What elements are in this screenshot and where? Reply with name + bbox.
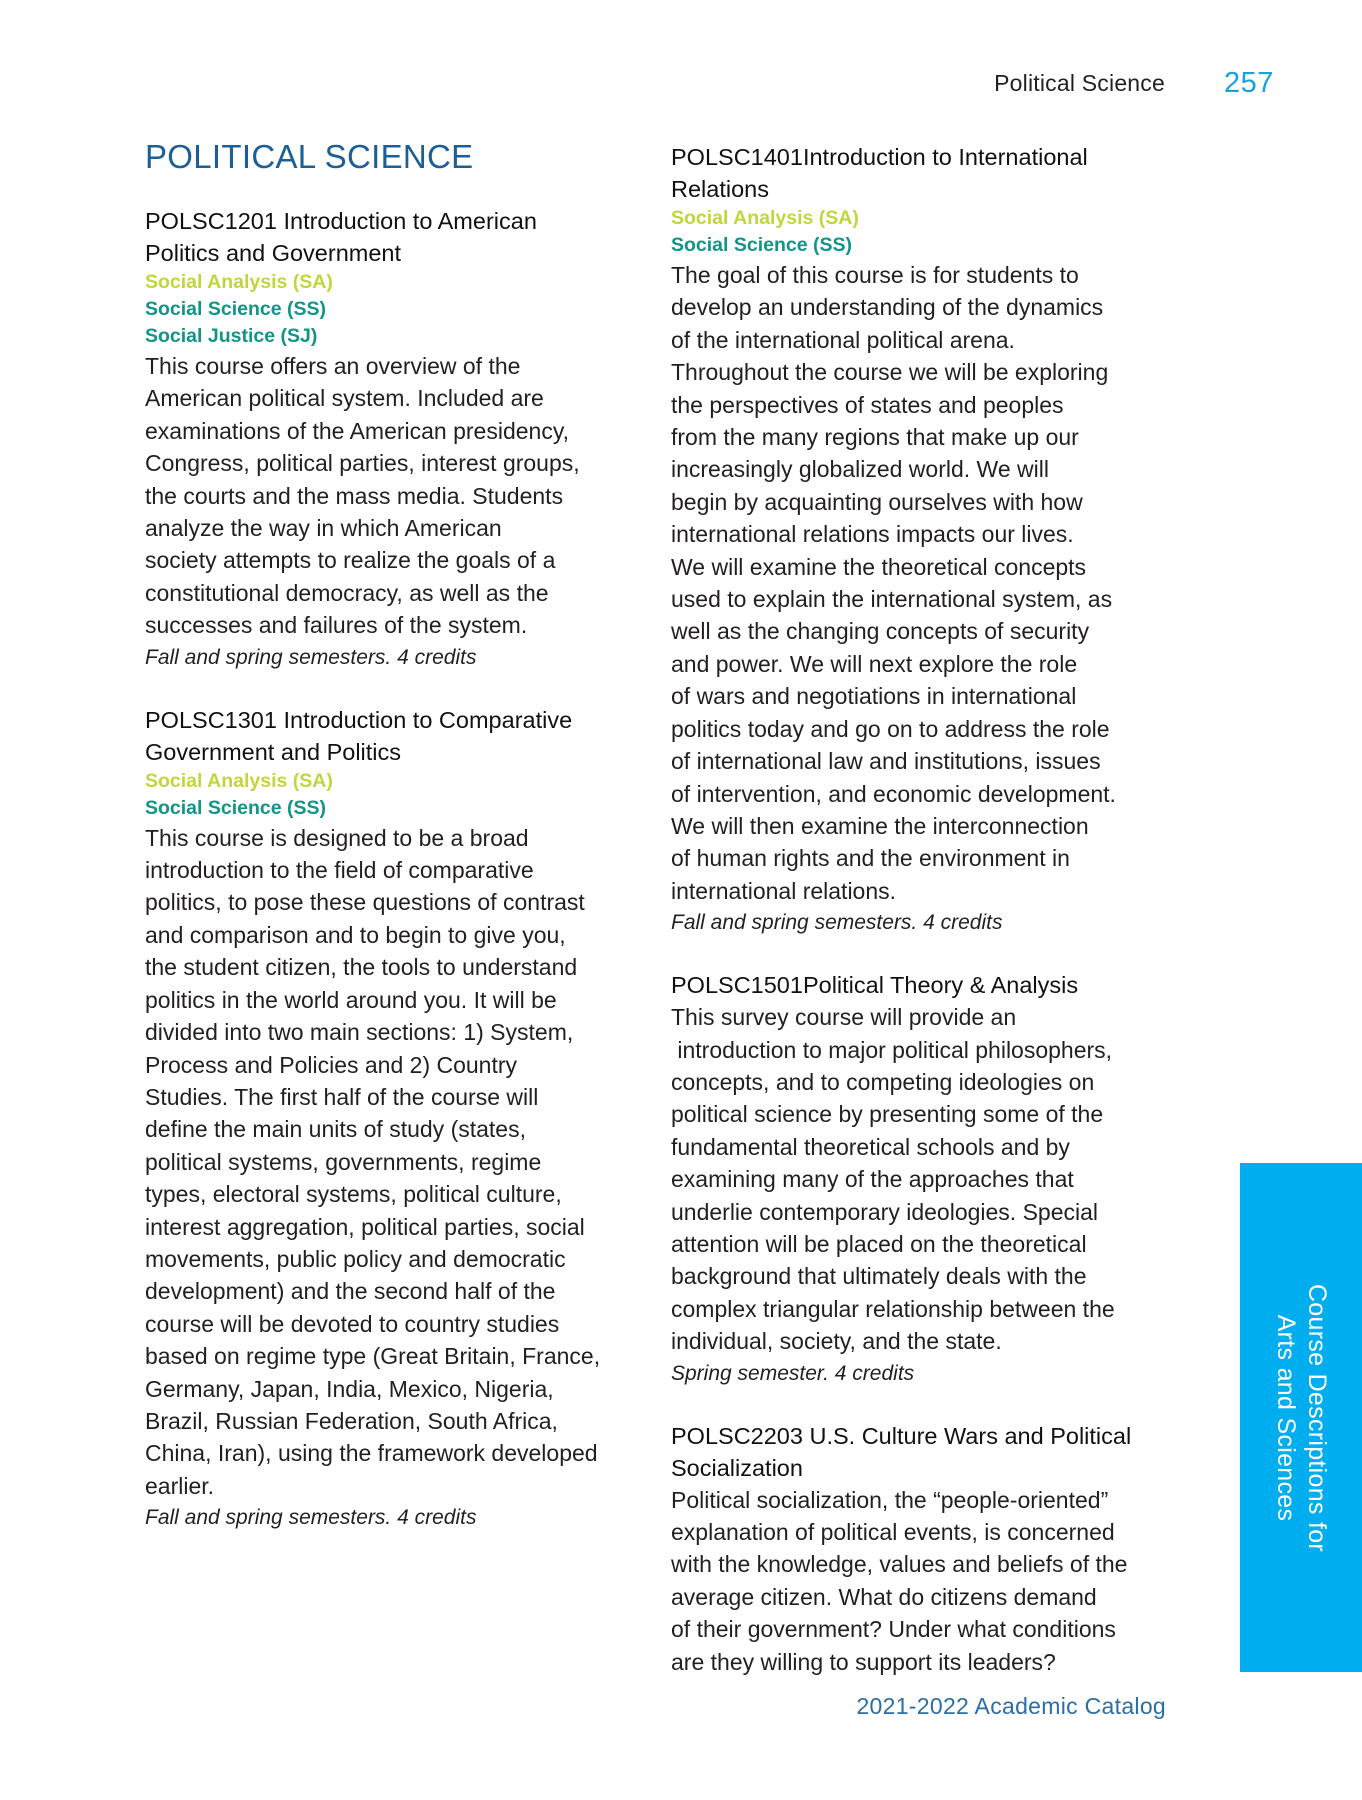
description-line: develop an understanding of the dynamics [671,294,1104,321]
description-line: fundamental theoretical schools and by [671,1133,1070,1160]
course-title-line: Politics and Government [145,240,402,266]
course-title-line: POLSC1301 Introduction to Comparative [145,706,573,733]
running-head: Political Science [994,70,1165,96]
course-polsc1401 [671,141,1161,938]
description-line: introduction to major political philosophers, [671,1036,1113,1063]
description-line: of intervention, and economic development. [671,780,1116,807]
description-line: of international law and institutions, issues [671,748,1101,775]
description-line: course will be devoted to country studies [145,1310,560,1337]
course-title-line: POLSC2203 U.S. Culture Wars and Political [671,1422,1132,1449]
description-line: of the international political arena. [671,326,1015,353]
description-line: Political socialization, the “people-oriented” [671,1486,1109,1513]
description-line: explanation of political events, is concerned [671,1519,1115,1545]
description-line: the courts and the mass media. Students [145,482,564,509]
attribute-social-justice: Social Justice (SJ) [145,325,318,347]
course-title [671,1420,1161,1484]
description-line: earlier. [145,1472,215,1499]
attribute-social-science: Social Science (SS) [145,796,326,819]
description-line: and power. We will next explore the role [671,650,1078,677]
course-title-line: Socialization [671,1454,803,1481]
attribute-social-science: Social Science (SS) [671,234,852,256]
page-number: 257 [1224,67,1274,99]
description-line: American political system. Included are [145,385,544,412]
attribute-social-analysis: Social Analysis (SA) [145,769,333,792]
description-line: Throughout the course we will be exploring [671,359,1109,386]
description-line: background that ultimately deals with the [671,1263,1087,1290]
description-line: political science by presenting some of the [671,1101,1104,1128]
description-line: society attempts to realize the goals of a [145,547,556,574]
description-line: based on regime type (Great Britain, France, [145,1343,601,1370]
side-tab-line: Course Descriptions for [1303,1283,1331,1552]
description-line: Congress, political parties, interest groups, [145,450,580,477]
course-title-line: Relations [671,176,769,202]
description-line: well as the changing concepts of security [671,618,1090,645]
course-polsc1301 [145,704,635,1534]
description-line: define the main units of study (states, [145,1116,526,1143]
description-line: average citizen. What do citizens demand [671,1583,1097,1610]
description-line: with the knowledge, values and beliefs of the [671,1551,1128,1578]
description-line: of human rights and the environment in [671,845,1070,872]
course-title [145,704,635,768]
course-title [145,205,635,269]
side-tab-line: Arts and Sciences [1272,1314,1300,1521]
description-line: politics, to pose these questions of contrast [145,889,585,916]
description-line: analyze the way in which American [145,515,502,542]
description-line: Process and Policies and 2) Country [145,1051,518,1078]
course-polsc1501 [671,969,1161,1388]
course-credits: Spring semester. 4 credits [671,1361,915,1385]
description-line: are they willing to support its leaders? [671,1648,1056,1675]
attribute-social-analysis: Social Analysis (SA) [671,207,859,229]
right-column [671,141,1161,1709]
description-line: international relations impacts our lives. [671,521,1074,548]
description-line: examining many of the approaches that [671,1166,1074,1193]
course-credits: Fall and spring semesters. 4 credits [671,911,1003,935]
course-title [671,969,1161,1001]
description-line: development) and the second half of the [145,1278,556,1305]
description-line: This course is designed to be a broad [145,824,529,851]
side-tab-label [1270,1208,1332,1628]
description-line: the perspectives of states and peoples [671,391,1064,418]
description-line: of their government? Under what conditions [671,1616,1116,1643]
description-line: politics in the world around you. It will be [145,986,557,1013]
course-credits: Fall and spring semesters. 4 credits [145,1506,477,1530]
description-line: used to explain the international system, as [671,586,1113,613]
description-line: interest aggregation, political parties, social [145,1213,585,1240]
description-line: the student citizen, the tools to understand [145,954,578,981]
course-title-line: Government and Politics [145,738,402,765]
description-line: divided into two main sections: 1) System, [145,1019,574,1046]
course-description [671,259,1161,907]
description-line: We will examine the theoretical concepts [671,553,1087,580]
description-line: and comparison and to begin to give you, [145,921,566,948]
description-line: individual, society, and the state. [671,1328,1002,1355]
footer-catalog-label: 2021-2022 Academic Catalog [856,1693,1166,1719]
description-line: of wars and negotiations in international [671,683,1077,710]
section-side-tab [1240,1163,1362,1672]
course-description [145,822,635,1503]
description-line: Germany, Japan, India, Mexico, Nigeria, [145,1375,554,1402]
course-description [145,350,635,642]
course-credits: Fall and spring semesters. 4 credits [145,645,477,669]
description-line: political systems, governments, regime [145,1148,542,1175]
description-line: politics today and go on to address the role [671,715,1110,742]
description-line: examinations of the American presidency, [145,417,570,444]
description-line: concepts, and to competing ideologies on [671,1068,1095,1095]
description-line: Studies. The first half of the course will [145,1083,539,1110]
description-line: begin by acquainting ourselves with how [671,488,1083,515]
section-title: POLITICAL SCIENCE [145,138,474,175]
description-line: China, Iran), using the framework developed [145,1440,598,1467]
description-line: underlie contemporary ideologies. Special [671,1198,1099,1225]
left-column [145,138,635,1564]
description-line: The goal of this course is for students to [671,262,1079,288]
course-polsc1201 [145,205,635,673]
description-line: complex triangular relationship between the [671,1295,1115,1322]
course-title-line: POLSC1401Introduction to International [671,144,1088,170]
attribute-social-science: Social Science (SS) [145,298,326,320]
description-line: This survey course will provide an [671,1004,1017,1031]
description-line: increasingly globalized world. We will [671,456,1049,483]
description-line: We will then examine the interconnection [671,812,1089,839]
course-polsc2203 [671,1420,1161,1678]
description-line: constitutional democracy, as well as the [145,579,549,606]
description-line: Brazil, Russian Federation, South Africa, [145,1407,558,1434]
description-line: movements, public policy and democratic [145,1245,566,1272]
description-line: from the many regions that make up our [671,424,1079,451]
description-line: types, electoral systems, political culture, [145,1181,562,1208]
course-title-line: POLSC1201 Introduction to American [145,208,537,234]
description-line: attention will be placed on the theoretical [671,1230,1087,1257]
course-title-line: POLSC1501Political Theory & Analysis [671,972,1079,999]
attribute-social-analysis: Social Analysis (SA) [145,271,333,293]
description-line: successes and failures of the system. [145,612,528,639]
course-description [671,1001,1161,1357]
course-description [671,1484,1161,1678]
description-line: This course offers an overview of the [145,353,521,379]
course-title [671,141,1161,205]
description-line: introduction to the field of comparative [145,857,534,884]
description-line: international relations. [671,877,897,904]
